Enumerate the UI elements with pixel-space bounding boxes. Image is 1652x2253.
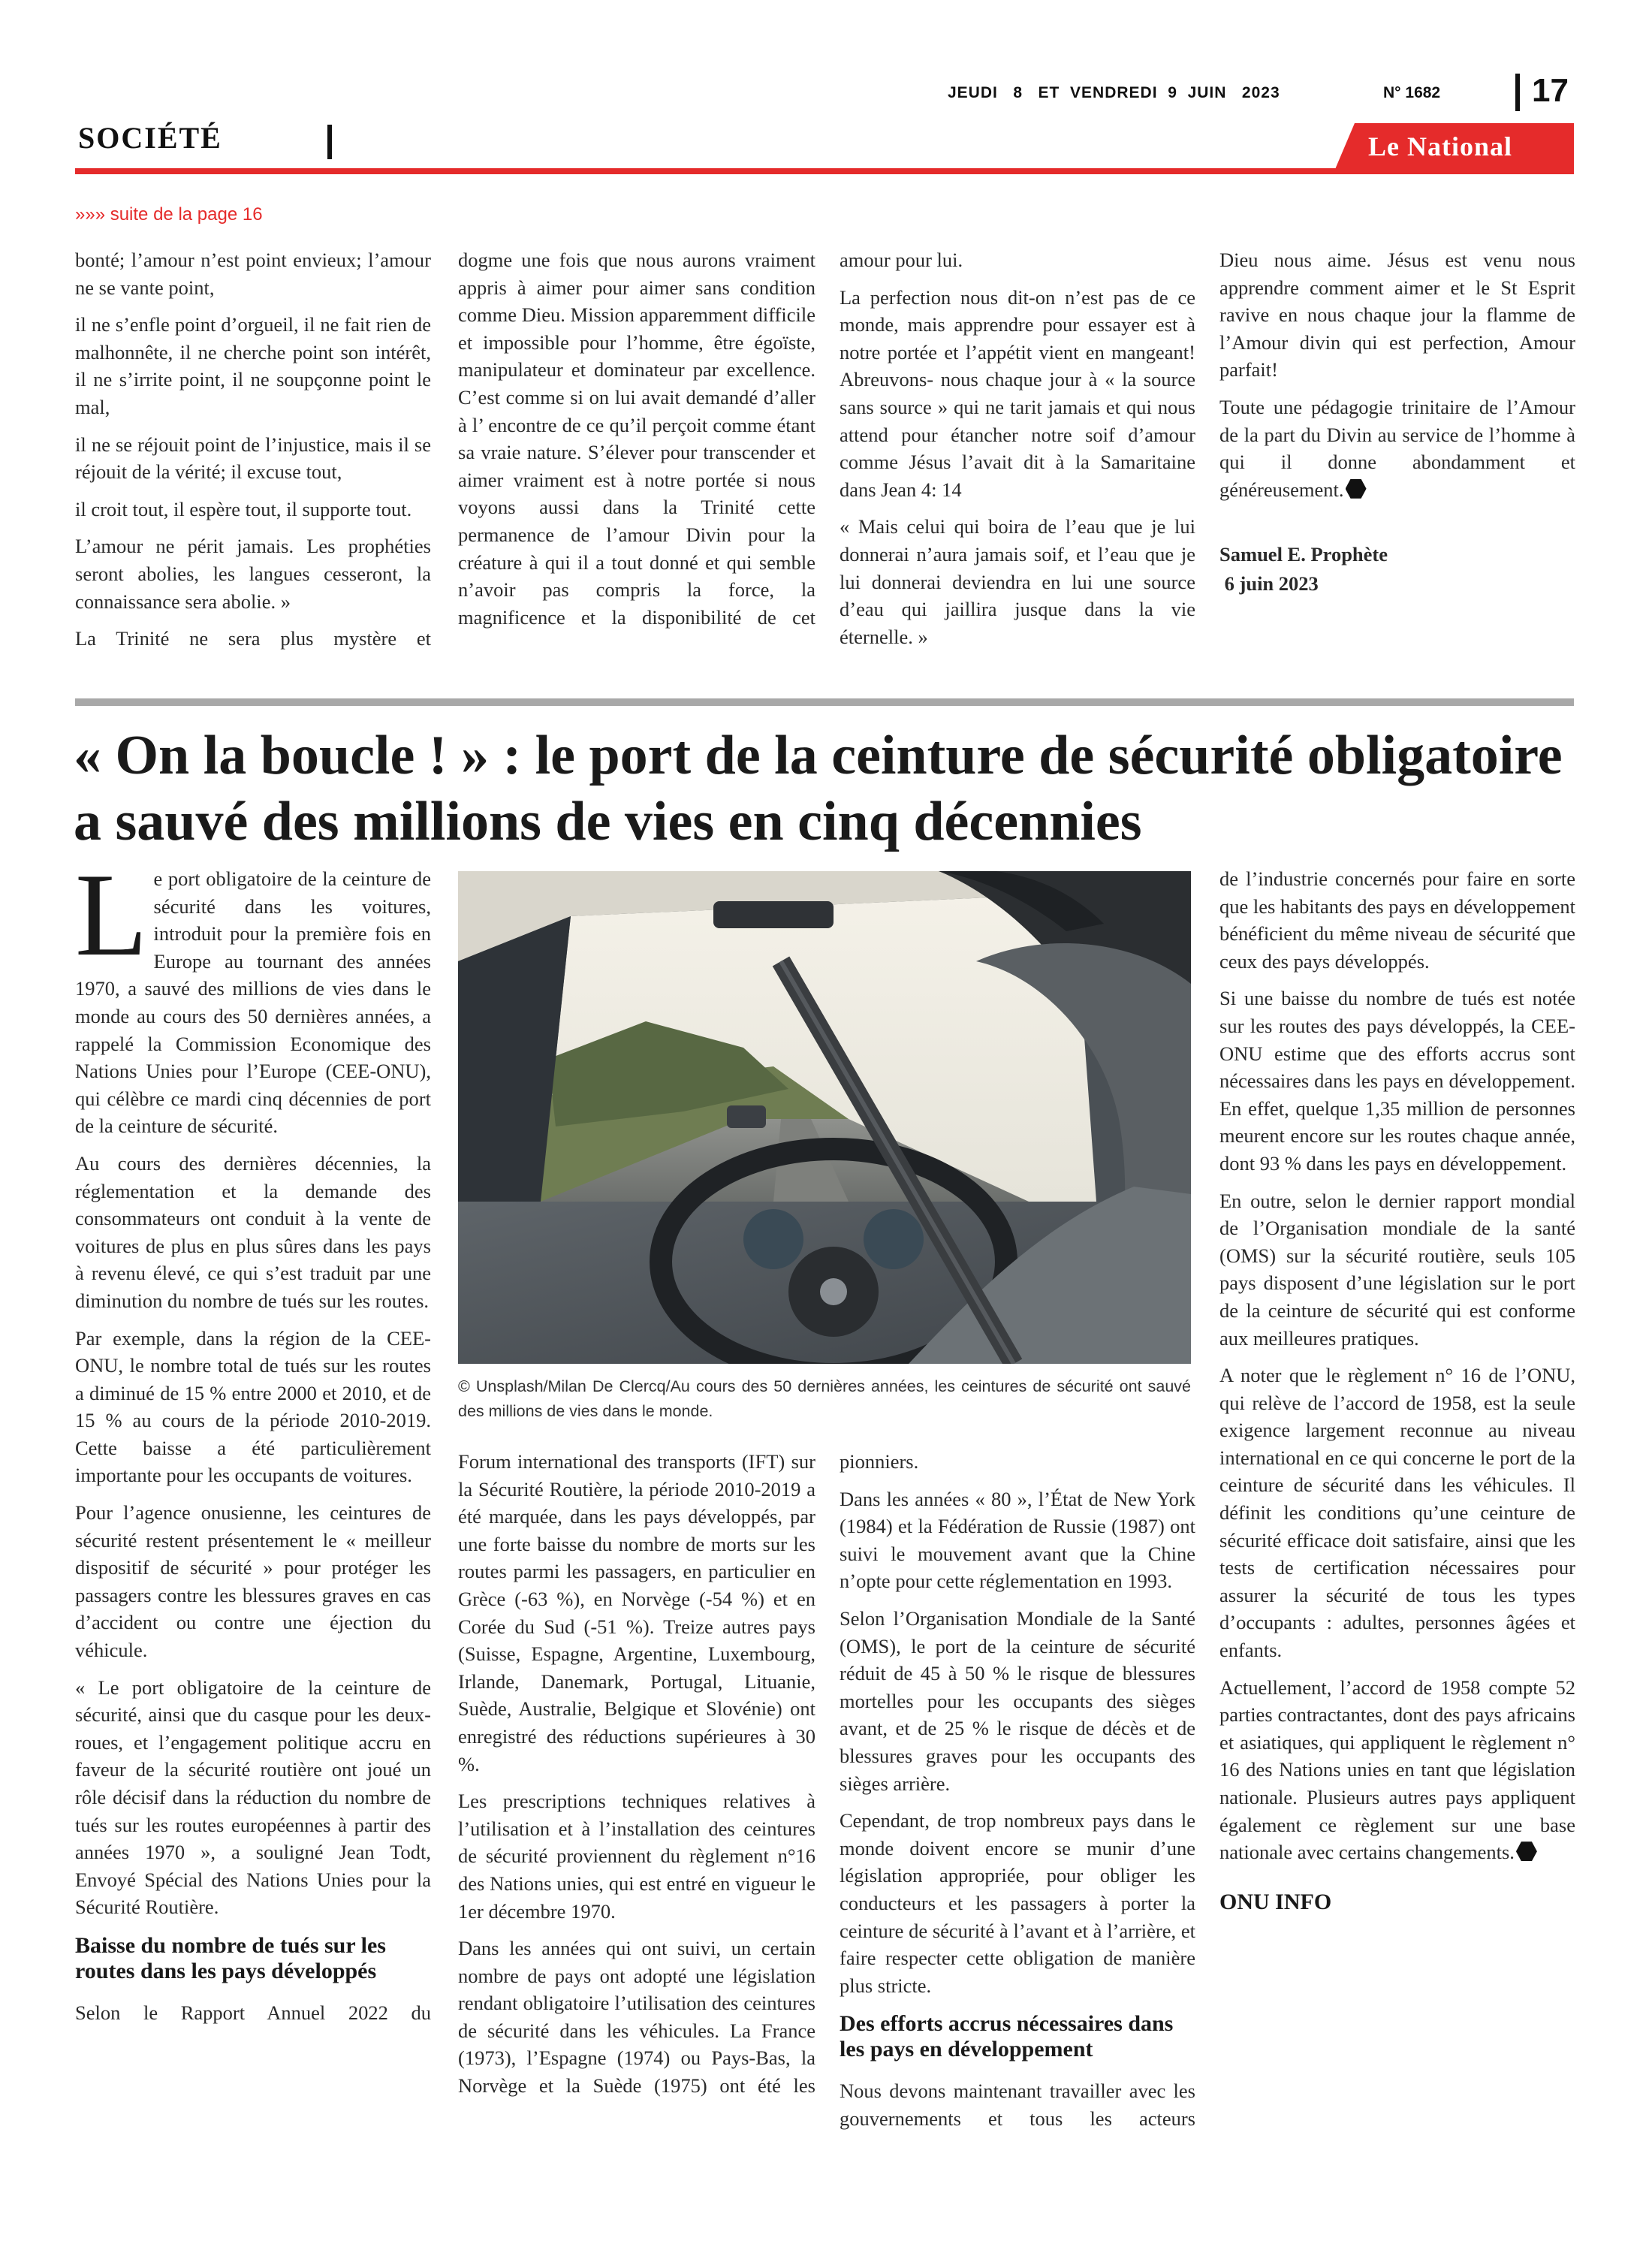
paragraph: Par exemple, dans la région de la CEE-ONU, le nombre total de tués sur les routes a diminué de 15 % entre 2000 et 2010, et de 15 % au cours de la période 2010-2019. Cette baisse a été particulièrement importante pour les occupants de voitures.	[75, 1326, 431, 1487]
article-column-2	[458, 1448, 815, 2110]
prev-article-column-2	[458, 246, 815, 641]
issue-date: JEUDI 8 ET VENDREDI 9 JUIN 2023	[948, 84, 1280, 101]
article-headline: « On la boucle ! » : le port de la ceinture de sécurité obligatoire a sauvé des millions de vies en cinq décennies	[74, 725, 1563, 852]
article-column-1	[75, 849, 431, 2037]
paragraph: « Le port obligatoire de la ceinture de sécurité, ainsi que du casque pour les deux-roues, et l’engagement politique accru en faveur de la sécurité routière ont joué un rôle décisif dans la réduction du nombre de tués sur les routes européennes à partir des années 1970 », a souligné Jean Todt, Envoyé Spécial des Nations Unies pour la Sécurité Routière.	[75, 1675, 431, 1919]
continued-from-note: »»» suite de la page 16	[75, 204, 263, 225]
article-separator	[75, 698, 1574, 706]
end-of-article-mark	[1346, 479, 1367, 499]
paragraph: Selon l’Organisation Mondiale de la Santé (OMS), le port de la ceinture de sécurité réduit de 45 à 50 % le risque de blessures mortelles pour les occupants des sièges avant, et de 25 % le risque de décès et de blessures graves pour les occupants des sièges arrière.	[840, 1606, 1195, 1795]
prev-article-column-1	[75, 246, 431, 662]
paragraph: Cependant, de trop nombreux pays dans le monde doivent encore se munir d’une législation appropriée, pour obliger les conducteurs et les passagers à porter la ceinture de sécurité à l’avant et à l’arrière, et faire respecter cette obligation de manière plus stricte.	[840, 1809, 1195, 1997]
paragraph-text: Actuellement, l’accord de 1958 compte 52 parties contractantes, dont des pays africains et asiatiques, qui appliquent le règlement n° 16 des Nations unies en tant que législation nationale. Plusieurs autres pays appliquent également ce règlement sur une base nationale avec certains changements.	[1219, 1675, 1575, 1864]
prev-article-column-4	[1219, 246, 1575, 608]
paragraph: En outre, selon le dernier rapport mondial de l’Organisation mondiale de la santé (OMS) sur la sécurité routière, seuls 105 pays disposent d’une législation sur le port de la ceinture de sécurité qui est conforme aux meilleures pratiques.	[1219, 1189, 1575, 1350]
paragraph: Selon le Rapport Annuel 2022 du	[75, 2001, 431, 2024]
section-divider	[327, 125, 332, 159]
paragraph: La perfection nous dit-on n’est pas de ce monde, mais apprendre pour essayer est à notre portée et l’appétit vient en mangeant! Abreuvons- nous chaque jour à « la source sans source » qui ne tarit jamais et qui nous attend pour étancher notre soif d’amour comme Jésus l’avait dit à la Samaritaine dans Jean 4: 14	[840, 285, 1195, 501]
lead-text: e port obligatoire de la ceinture de sécurité dans les voitures, introduit pour la première fois en Europe au tournant des années 1970, a sauvé des millions de vies dans le monde au cours des 50 dernières années, a rappelé la Commission Economique des Nations Unies pour l’Europe (CEE-ONU), qui célèbre ce mardi cinq décennies de port de la ceinture de sécurité.	[75, 867, 431, 1138]
paragraph-text: Toute une pédagogie trinitaire de l’Amour de la part du Divin au service de l’homme à qui il donne abondamment et généreusement.	[1219, 395, 1575, 501]
paragraph: amour pour lui.	[840, 249, 963, 271]
author-date: 6 juin 2023	[1219, 572, 1319, 595]
paragraph: Forum international des transports (IFT) sur la Sécurité Routière, la période 2010-2019 a été marquée, dans les pays développés, par une forte baisse du nombre de morts sur les routes parmi les passagers, en particulier en Grèce (-63 %), en Norvège (-54 %) et en Corée du Sud (-51 %). Treize autres pays (Suisse, Espagne, Argentine, Luxembourg, Irlande, Danemark, Portugal, Lituanie, Suède, Australie, Belgique et Slovénie) ont enregistré des réductions supérieures à 30 %.	[458, 1450, 815, 1775]
page-number-divider	[1515, 74, 1520, 111]
paragraph: Dans les années « 80 », l’État de New York (1984) et la Fédération de Russie (1987) ont suivi le mouvement avant que la Chine n’opte pour cette réglementation en 1993.	[840, 1487, 1195, 1593]
paragraph: il ne s’enfle point d’orgueil, il ne fait rien de malhonnête, il ne cherche point son intérêt, il ne s’irrite point, il ne soupçonne point le mal,	[75, 313, 431, 418]
section-title: SOCIÉTÉ	[78, 121, 222, 155]
paragraph: dogme une fois que nous aurons vraiment appris à aimer pour aimer sans condition comme Dieu. Mission apparemment difficile et impossible pour l’homme, être égoïste, manipulateur et dominateur par excellence. C’est comme si on lui avait demandé d’aller à l’ encontre de ce qu’il perçoit comme étant sa vraie nature. S’élever pour transcender et aimer vraiment est à notre portée si nous voyons aussi dans la Trinité cette permanence de l’amour Divin pour la créature à qui il a tout donné et qui semble n’avoir pas compris la force, la magnificence et la disponibilité de cet	[458, 249, 815, 629]
issue-number: N° 1682	[1383, 84, 1441, 101]
article-photo	[458, 871, 1191, 1364]
paragraph: pionniers.	[840, 1450, 919, 1473]
paragraph: Pour l’agence onusienne, les ceintures de sécurité restent présentement le « meilleur dispositif de sécurité » pour protéger les passagers contre les blessures graves en cas d’accident ou contre une éjection du véhicule.	[75, 1501, 431, 1662]
author-name: Samuel E. Prophète	[1219, 543, 1388, 566]
paragraph: Les prescriptions techniques relatives à l’utilisation et à l’installation des ceintures de sécurité proviennent du règlement n°16 des Nations unies, qui est entré en vigueur le 1er décembre 1970.	[458, 1790, 815, 1923]
paragraph: La Trinité ne sera plus mystère et	[75, 627, 431, 650]
paragraph	[1219, 1674, 1575, 1866]
paragraph: A noter que le règlement n° 16 de l’ONU, qui relève de l’accord de 1958, est la seule exigence largement reconnue au niveau international en ce qui concerne le port de la ceinture de sécurité dans les véhicules. Il définit les conditions qu’une ceinture de sécurité efficace doit satisfaire, ainsi que les tests de certification nécessaires pour assurer la sécurité de tous les types d’occupants : adultes, personnes âgées et enfants.	[1219, 1364, 1575, 1662]
paragraph: il croit tout, il espère tout, il supporte tout.	[75, 497, 412, 520]
paragraph: bonté; l’amour n’est point envieux; l’amour ne se vante point,	[75, 249, 431, 299]
photo-caption: © Unsplash/Milan De Clercq/Au cours des 50 dernières années, les ceintures de sécurité ont sauvé des millions de vies dans le monde.	[458, 1377, 1191, 1420]
paragraph: Au cours des dernières décennies, la réglementation et la demande des consommateurs ont conduit à la vente de voitures de plus en plus sûres dans les pays à revenu élevé, ce qui s’est traduit par une diminution du nombre de tués sur les routes.	[75, 1151, 431, 1312]
paragraph: « Mais celui qui boira de l’eau que je lui donnerai n’aura jamais soif, et l’eau que je lui donnerai deviendra en lui une source d’eau qui jaillira jusque dans la vie éternelle. »	[840, 515, 1195, 648]
subheading: Des efforts accrus nécessaires dans les pays en développement	[840, 2011, 1174, 2062]
page-number: 17	[1532, 72, 1569, 109]
prev-article-column-3	[840, 246, 1195, 660]
paragraph: Dans les années qui ont suivi, un certain nombre de pays ont adopté une législation rendant obligatoire l’utilisation des ceintures de sécurité dans les véhicules. La France (1973), l’Espagne (1974) ou Pays-Bas, la Norvège et la Suède (1975) ont été les	[458, 1937, 815, 2098]
drop-cap: L	[75, 849, 148, 981]
paragraph: L’amour ne périt jamais. Les prophéties seront abolies, les langues cesseront, la connaissance sera abolie. »	[75, 535, 431, 613]
paragraph: il ne se réjouit point de l’injustice, mais il se réjouit de la vérité; il excuse tout,	[75, 433, 431, 484]
car-interior-illustration	[458, 871, 1191, 1364]
paragraph: Si une baisse du nombre de tués est notée sur les routes des pays développés, la CEE-ONU estime que des efforts accrus sont nécessaires dans les pays en développement. En effet, quelque 1,35 million de personnes meurent encore sur les routes chaque année, dont 93 % dans les pays en développement.	[1219, 987, 1575, 1175]
paragraph: de l’industrie concernés pour faire en sorte que les habitants des pays en développement bénéficient du même niveau de sécurité que ceux des pays développés.	[1219, 867, 1575, 973]
paragraph: Dieu nous aime. Jésus est venu nous apprendre comment aimer et le St Esprit ravive en nous chaque jour la flamme de l’Amour divin qui est perfection, Amour parfait!	[1219, 249, 1575, 382]
end-of-article-mark	[1516, 1841, 1537, 1861]
lead-paragraph	[75, 849, 431, 1140]
paragraph	[1219, 394, 1575, 503]
subheading: Baisse du nombre de tués sur les routes dans les pays développés	[75, 1932, 386, 1983]
article-column-3	[840, 1448, 1195, 2142]
paragraph: Nous devons maintenant travailler avec les gouvernements et tous les acteurs	[840, 2080, 1195, 2130]
article-byline: ONU INFO	[1219, 1889, 1332, 1914]
article-column-4	[1219, 865, 1575, 1916]
brand-name: Le National	[1368, 131, 1513, 161]
header-rule	[75, 168, 1574, 174]
